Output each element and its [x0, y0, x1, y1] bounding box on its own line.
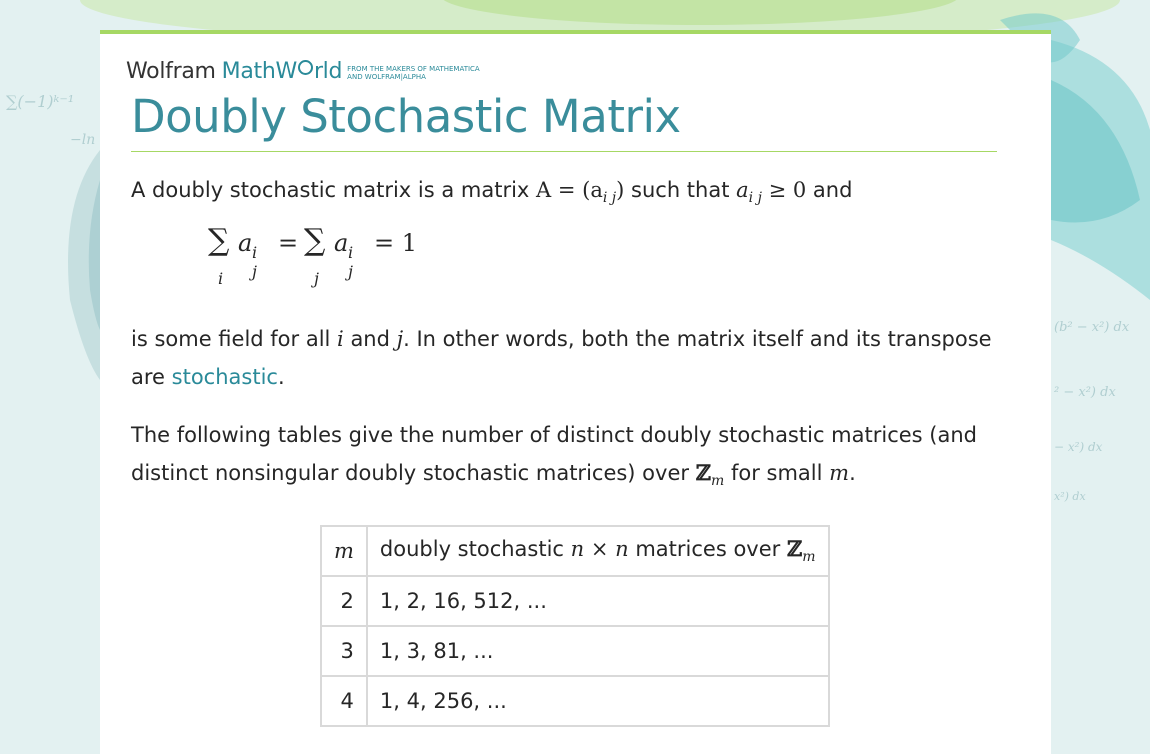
page-title: Doubly Stochastic Matrix	[131, 90, 681, 143]
sum-symbol-2: ∑	[304, 223, 326, 258]
logo-tagline	[347, 65, 480, 84]
condition-subscript: i j	[748, 190, 762, 207]
sum2-term: a	[334, 229, 349, 257]
cell-values: 1, 4, 256, ...	[367, 676, 829, 726]
intro-text-1: A doubly stochastic matrix is a matrix	[131, 178, 537, 202]
cell-values: 1, 2, 16, 512, ...	[367, 576, 829, 626]
para2-text-4: .	[277, 365, 285, 389]
sum1-term-subscript: i j	[252, 243, 258, 281]
logo-mathworld-prefix: MathW	[221, 59, 297, 84]
table-header-row	[321, 526, 829, 576]
mathworld-logo[interactable]	[126, 59, 480, 84]
table-row	[321, 626, 829, 676]
cell-m: 3	[321, 626, 367, 676]
intro-text-3: and	[806, 178, 853, 202]
condition-var: a	[736, 178, 749, 202]
matrices-table	[320, 525, 830, 727]
sum1-subscript: i	[218, 269, 224, 288]
logo-mathworld-text	[222, 59, 343, 84]
cell-m: 4	[321, 676, 367, 726]
cell-m: 2	[321, 576, 367, 626]
definition-paragraph	[131, 320, 1001, 396]
ring-subscript: m	[711, 473, 725, 490]
equation-result: = 1	[374, 229, 418, 257]
matrix-definition	[536, 178, 625, 207]
para2-text-1: is some field for all	[131, 327, 338, 351]
globe-icon	[298, 60, 313, 75]
matrix-close: )	[616, 178, 625, 202]
var-j: j	[396, 327, 404, 351]
equals-sign: =	[278, 229, 299, 257]
para3-text-2: for small	[724, 461, 830, 485]
header-description	[367, 526, 829, 576]
intro-paragraph	[131, 171, 1001, 217]
sum-symbol-1: ∑	[208, 223, 230, 258]
para3-text-3: .	[849, 461, 856, 485]
ring-z: ℤ	[695, 460, 712, 485]
var-m: m	[829, 461, 850, 485]
bg-math-integral1: (b² − x²) dx	[1054, 320, 1130, 335]
bg-math-integral2: ² − x²) dx	[1054, 385, 1116, 400]
bg-math-sum: ∑(−1)ᵏ⁻¹	[6, 92, 75, 111]
header-text: doubly stochastic	[379, 537, 571, 562]
tables-paragraph	[131, 416, 1001, 500]
header-math: n × n	[570, 537, 629, 562]
logo-tagline-line1: FROM THE MAKERS OF MATHEMATICA	[347, 65, 480, 73]
title-divider	[131, 151, 997, 152]
sum2-subscript: j	[314, 269, 319, 288]
matrix-subscript: i j	[602, 190, 617, 207]
bg-math-integral4: x²) dx	[1054, 490, 1086, 503]
para3-text-1: The following tables give the number of distinct doubly stochastic matrices (and distinct nonsingular doubly stochastic matrices) over	[131, 423, 977, 485]
condition-relation: ≥ 0	[761, 178, 807, 202]
var-i: i	[337, 327, 344, 351]
sum1-term: a	[238, 229, 253, 257]
para2-text-3: . In other words, both the matrix itself and its transpose are	[131, 327, 992, 389]
header-ring: ℤ	[786, 536, 803, 562]
sum2-term-subscript: i j	[348, 243, 354, 281]
cell-values: 1, 3, 81, ...	[367, 626, 829, 676]
para2-text-2: and	[343, 327, 397, 351]
stochastic-link[interactable]: stochastic	[171, 365, 278, 389]
header-text-2: matrices over	[628, 537, 787, 562]
intro-text-2: such that	[624, 178, 737, 202]
bg-math-ln: −ln	[70, 132, 96, 148]
table-row	[321, 576, 829, 626]
logo-mathworld-suffix: rld	[313, 59, 343, 84]
bg-math-integral3: − x²) dx	[1054, 440, 1103, 454]
logo-tagline-line2: AND WOLFRAM|ALPHA	[347, 73, 426, 81]
matrix-symbol: A = (a	[536, 178, 603, 202]
header-ring-subscript: m	[802, 549, 816, 566]
header-m: m	[321, 526, 367, 576]
table-row	[321, 676, 829, 726]
content-card	[100, 30, 1051, 754]
logo-wolfram-text: Wolfram	[126, 59, 216, 84]
